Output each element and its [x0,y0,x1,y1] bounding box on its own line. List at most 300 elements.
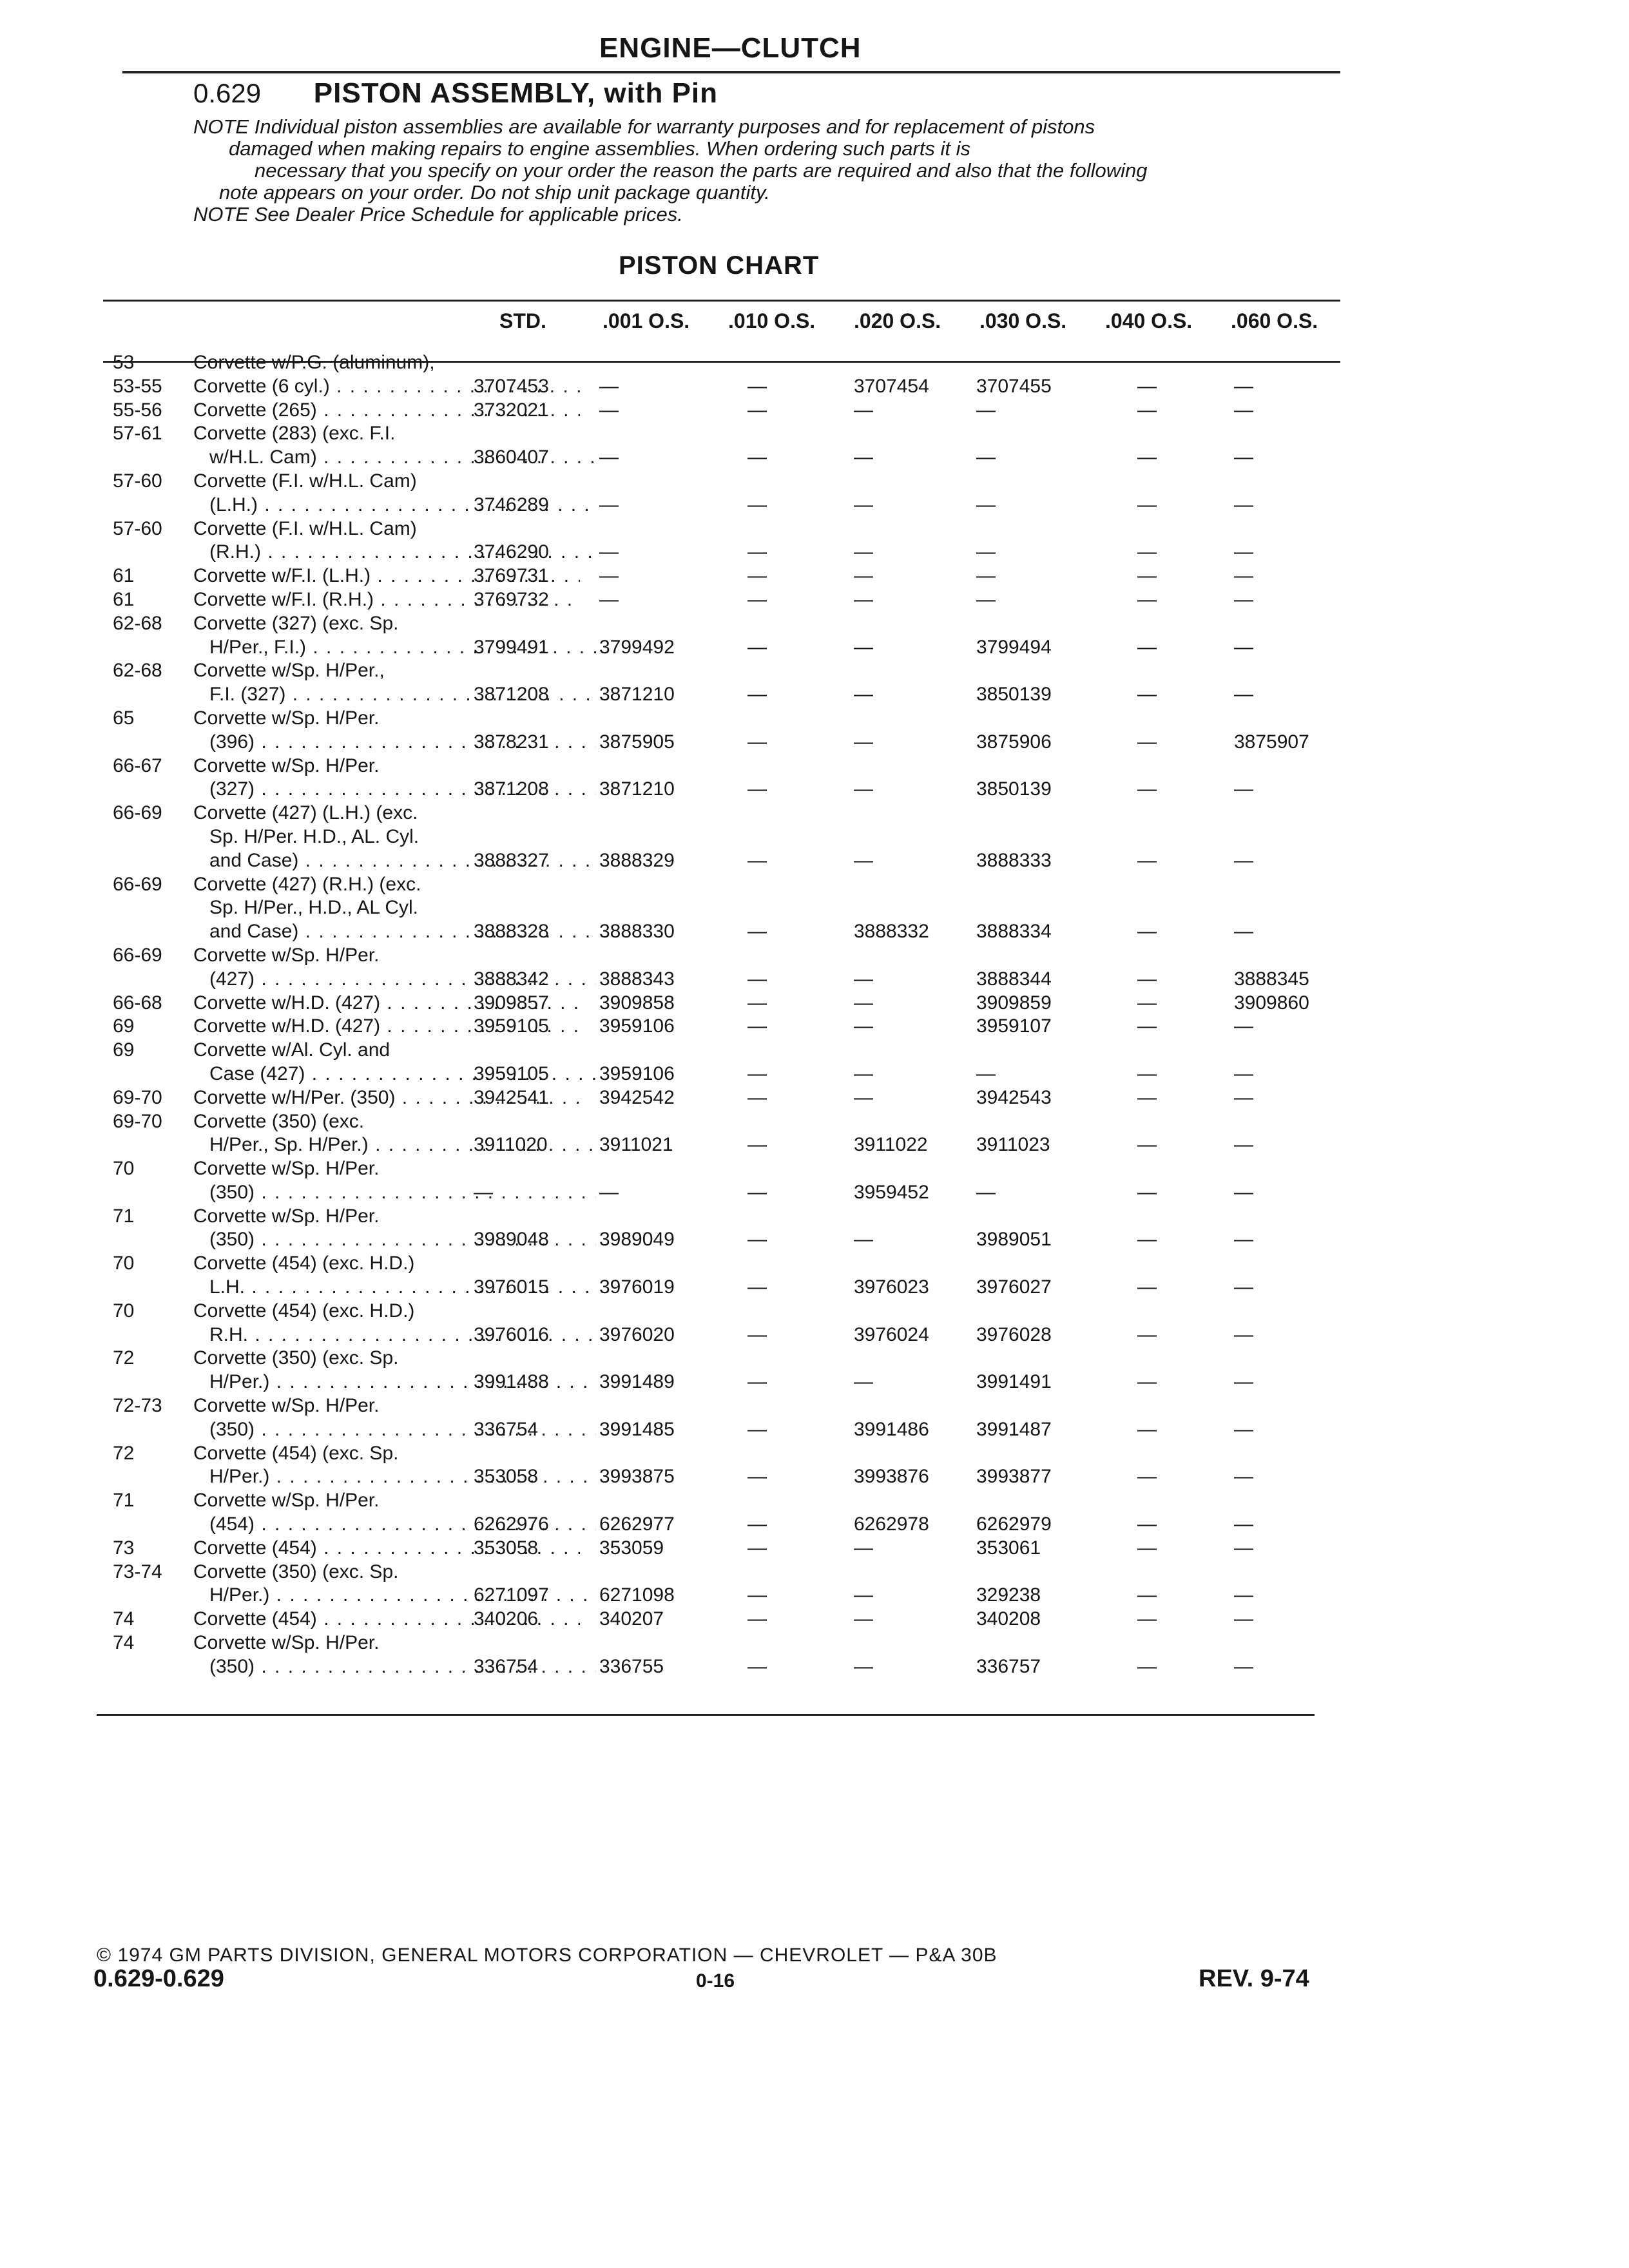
part-number-std: 353058 [474,1466,539,1488]
part-number-c010: — [747,541,767,563]
part-number-std: 3888327 [474,849,549,871]
part-number-c001: 353059 [599,1537,664,1559]
model-year: 66-69 [113,802,162,824]
part-number-c060: — [1234,684,1253,706]
part-number-c001: 3942542 [599,1086,675,1108]
part-number-c030: 3942543 [976,1086,1052,1108]
table-row [113,541,1356,564]
model-description: Corvette w/Al. Cyl. and [193,1039,390,1061]
table-row [113,1489,1356,1513]
part-number-c040: — [1137,1134,1157,1156]
model-year: 70 [113,1253,135,1274]
part-number-c001: — [599,565,619,587]
model-year: 53 [113,352,135,373]
part-number-c001: 6262977 [599,1514,675,1535]
column-header-010: .010 O.S. [728,309,816,332]
model-year: 66-69 [113,873,162,895]
model-description: Sp. H/Per. H.D., AL. Cyl. [209,825,419,847]
part-number-c040: — [1137,968,1157,990]
model-description: Case (427) . . . [209,1062,596,1086]
part-number-c010: — [747,1181,767,1203]
part-number-c010: — [747,849,767,871]
model-description: Corvette (350) (exc. Sp. [193,1347,399,1369]
part-number-c001: — [599,447,619,468]
part-number-c010: — [747,1062,767,1084]
model-description: and Case) . . . [209,849,596,873]
part-number-c030: 3993877 [976,1466,1052,1488]
part-number-std: 3991488 [474,1371,549,1393]
model-description: w/H.L. Cam) . . . [209,446,596,470]
part-number-c020: 6262978 [854,1514,929,1535]
model-description: Corvette (6 cyl.) . . . [193,375,580,399]
model-description: Corvette w/Sp. H/Per. [193,1205,380,1227]
part-number-std: 3959105 [474,1015,549,1037]
model-year: 57-60 [113,517,162,539]
part-number-c060: — [1234,1655,1253,1677]
item-number: 0.629 [193,78,262,108]
part-number-c001: — [599,399,619,421]
table-row [113,825,1356,849]
part-number-c001: 3911021 [599,1134,673,1156]
part-number-c001: 3871210 [599,684,675,706]
part-number-c040: — [1137,447,1157,468]
table-row [113,1110,1356,1134]
table-row [113,375,1356,399]
model-year: 69-70 [113,1110,162,1132]
part-number-std: 336754 [474,1655,539,1677]
part-number-c030: — [976,588,996,610]
part-number-c010: — [747,921,767,943]
part-number-c060: — [1234,1323,1253,1345]
table-row [113,1276,1356,1300]
part-number-c020: — [854,1608,873,1630]
part-number-c030: 3976028 [976,1323,1052,1345]
part-number-std: 340206 [474,1608,539,1630]
item-title: PISTON ASSEMBLY, with Pin [313,77,718,109]
part-number-c060: — [1234,1062,1253,1084]
part-number-c040: — [1137,541,1157,563]
model-year: 72 [113,1347,135,1369]
part-number-c010: — [747,494,767,515]
model-description: Corvette (454) . . . [193,1608,580,1631]
part-number-c001: 6271098 [599,1584,675,1606]
column-header-060: .060 O.S. [1231,309,1318,332]
part-number-c060: — [1234,1418,1253,1440]
part-number-c010: — [747,1514,767,1535]
model-year: 74 [113,1632,135,1654]
part-number-std: 3769732 [474,588,549,610]
part-number-c020: — [854,1015,873,1037]
part-number-std: 3860407 [474,447,549,468]
model-year: 73 [113,1537,135,1559]
model-year: 72-73 [113,1395,162,1417]
part-number-c040: — [1137,992,1157,1014]
part-number-std: 3746289 [474,494,549,515]
model-description: Corvette w/Sp. H/Per. [193,1158,380,1180]
table-row [113,612,1356,636]
model-year: 69 [113,1015,135,1037]
model-description: Corvette (350) (exc. [193,1110,365,1132]
model-description: Corvette (F.I. w/H.L. Cam) [193,470,417,492]
part-number-std: 353058 [474,1537,539,1559]
part-number-c010: — [747,1466,767,1488]
table-row [113,1655,1356,1679]
item-heading [193,77,718,110]
part-number-std: 3911020 [474,1134,548,1156]
part-number-c060: — [1234,1537,1253,1559]
table-row [113,1015,1356,1039]
part-number-c030: 336757 [976,1655,1041,1677]
table-row [113,1537,1356,1561]
part-number-c001: 336755 [599,1655,664,1677]
part-number-c001: 3976020 [599,1323,675,1345]
model-description: Corvette (283) (exc. F.I. [193,423,396,445]
part-number-c020: 3888332 [854,921,929,943]
table-row [113,659,1356,683]
part-number-c001: — [599,541,619,563]
note-line: damaged when making repairs to engine assemblies. When ordering such parts it is [229,137,971,160]
model-description: Corvette (454) (exc. H.D.) [193,1300,415,1321]
part-number-c010: — [747,1015,767,1037]
part-number-c010: — [747,1584,767,1606]
model-description: (350) . . . [209,1418,596,1442]
table-row [113,1300,1356,1323]
header-rule [122,71,1340,73]
table-row [113,1513,1356,1537]
model-year: 55-56 [113,399,162,421]
part-number-c010: — [747,684,767,706]
model-year: 72 [113,1442,135,1464]
model-description: H/Per.) . . . [209,1465,596,1489]
model-year: 69 [113,1039,135,1061]
part-number-c010: — [747,1608,767,1630]
part-number-c040: — [1137,921,1157,943]
part-number-std: 3976016 [474,1323,549,1345]
table-row [113,1561,1356,1584]
table-row [113,1086,1356,1110]
part-number-c020: — [854,1655,873,1677]
part-number-c030: 340208 [976,1608,1041,1630]
model-year: 62-68 [113,612,162,634]
table-row [113,683,1356,707]
model-description: Corvette w/F.I. (L.H.) . . . [193,564,580,588]
table-row [113,1347,1356,1370]
model-description: L.H. . . . [209,1276,596,1300]
part-number-c001: 3888329 [599,849,675,871]
part-number-c001: 3799492 [599,636,675,658]
part-number-c020: 3991486 [854,1418,929,1440]
part-number-c040: — [1137,1514,1157,1535]
part-number-c010: — [747,1086,767,1108]
table-row [113,1442,1356,1466]
part-number-c060: — [1234,399,1253,421]
part-number-c040: — [1137,684,1157,706]
table-row [113,1252,1356,1276]
part-number-c030: 3888344 [976,968,1052,990]
table-row [113,873,1356,897]
model-description: H/Per.) . . . [209,1370,596,1394]
table-row [113,731,1356,754]
table-row [113,494,1356,517]
part-number-c030: 3799494 [976,636,1052,658]
table-row [113,802,1356,825]
model-description: (L.H.) . . . [209,494,596,517]
table-row [113,1157,1356,1181]
part-number-c030: — [976,399,996,421]
part-number-c040: — [1137,731,1157,753]
part-number-c010: — [747,1655,767,1677]
part-number-c020: 3976023 [854,1276,929,1298]
part-number-std: 3769731 [474,565,549,587]
part-number-c001: 3991485 [599,1418,675,1440]
model-description: (350) . . . [209,1655,596,1679]
table-row [113,992,1356,1015]
model-description: H/Per.) . . . [209,1584,596,1608]
part-number-c001: 3959106 [599,1015,675,1037]
table-row [113,1584,1356,1608]
part-number-c060: — [1234,1584,1253,1606]
part-number-c040: — [1137,1181,1157,1203]
model-description: H/Per., Sp. H/Per.) . . . [209,1133,596,1157]
model-description: Corvette (427) (L.H.) (exc. [193,802,418,824]
part-number-std: 3909857 [474,992,549,1014]
model-year: 65 [113,707,135,729]
chart-title: PISTON CHART [619,251,820,280]
part-number-std: 3976015 [474,1276,549,1298]
part-number-c001: — [599,494,619,515]
model-description: Corvette w/Sp. H/Per. [193,944,380,966]
part-number-c060: — [1234,588,1253,610]
part-number-c030: — [976,541,996,563]
part-number-c040: — [1137,636,1157,658]
part-number-c001: — [599,375,619,397]
part-number-c060: — [1234,778,1253,800]
part-number-c060: — [1234,1181,1253,1203]
model-description: Corvette w/Sp. H/Per. [193,1490,380,1512]
part-number-c030: 3850139 [976,684,1052,706]
part-number-c020: — [854,1584,873,1606]
part-number-c030: 329238 [976,1584,1041,1606]
model-description: Corvette (327) (exc. Sp. [193,612,399,634]
part-number-c030: 3875906 [976,731,1052,753]
part-number-c040: — [1137,1323,1157,1345]
table-row [113,1205,1356,1229]
part-number-c030: — [976,1062,996,1084]
part-number-c001: 3991489 [599,1371,675,1393]
model-year: 74 [113,1608,135,1630]
section-title: ENGINE—CLUTCH [599,32,862,64]
part-number-std: — [474,1181,493,1203]
part-number-c030: 3991487 [976,1418,1052,1440]
notes-block [193,116,1340,226]
part-number-c010: — [747,588,767,610]
part-number-c060: 3875907 [1234,731,1309,753]
part-number-c060: — [1234,1086,1253,1108]
part-number-std: 3871208 [474,684,549,706]
model-year: 71 [113,1205,135,1227]
table-top-rule [103,300,1340,302]
part-number-std: 3746290 [474,541,549,563]
part-number-c060: — [1234,541,1253,563]
part-number-c020: — [854,588,873,610]
part-number-c060: — [1234,1134,1253,1156]
part-number-c030: 3991491 [976,1371,1052,1393]
part-number-c020: 3993876 [854,1466,929,1488]
part-number-c020: — [854,1086,873,1108]
part-number-c040: — [1137,399,1157,421]
part-number-c030: 3989051 [976,1229,1052,1251]
part-number-std: 3888328 [474,921,549,943]
part-number-c010: — [747,636,767,658]
model-description: Corvette w/H.D. (427) . . . [193,992,580,1015]
part-number-c060: — [1234,1015,1253,1037]
part-number-c020: — [854,731,873,753]
part-number-c060: 3888345 [1234,968,1309,990]
piston-chart-table [113,351,1356,1679]
part-number-c060: — [1234,921,1253,943]
part-number-c040: — [1137,1584,1157,1606]
part-number-c010: — [747,375,767,397]
model-description: (427) . . . [209,968,596,992]
table-row [113,707,1356,731]
part-number-std: 3888342 [474,968,549,990]
part-number-c010: — [747,731,767,753]
part-number-std: 3989048 [474,1229,549,1251]
part-number-std: 3799491 [474,636,549,658]
part-number-std: 3942541 [474,1086,549,1108]
table-row [113,1323,1356,1347]
table-row [113,446,1356,470]
model-description: Corvette w/Sp. H/Per., [193,660,385,682]
part-number-c030: 3911023 [976,1134,1050,1156]
part-number-c040: — [1137,1371,1157,1393]
model-description: Sp. H/Per., H.D., AL Cyl. [209,897,418,919]
part-number-c060: — [1234,1514,1253,1535]
model-description: Corvette w/Sp. H/Per. [193,754,380,776]
part-number-c030: 353061 [976,1537,1041,1559]
part-number-c020: — [854,849,873,871]
part-number-c030: 3976027 [976,1276,1052,1298]
part-number-c020: 3976024 [854,1323,929,1345]
table-row [113,1133,1356,1157]
part-number-c040: — [1137,1015,1157,1037]
model-year: 70 [113,1300,135,1321]
part-number-c040: — [1137,1418,1157,1440]
table-row [113,968,1356,992]
model-description: Corvette (454) (exc. H.D.) [193,1253,415,1274]
part-number-c001: 3993875 [599,1466,675,1488]
model-description: Corvette w/F.I. (R.H.) . . . [193,588,580,612]
part-number-c010: — [747,1276,767,1298]
model-description: (454) . . . [209,1513,596,1537]
model-description: F.I. (327) . . . [209,683,596,707]
part-number-c040: — [1137,1537,1157,1559]
part-number-c020: — [854,1371,873,1393]
part-number-c001: 3959106 [599,1062,675,1084]
part-number-c020: — [854,1229,873,1251]
part-number-c030: 3707455 [976,375,1052,397]
part-number-c040: — [1137,565,1157,587]
model-description: Corvette w/Sp. H/Per. [193,1632,380,1654]
part-number-c010: — [747,447,767,468]
part-number-c030: 3888333 [976,849,1052,871]
part-number-c040: — [1137,849,1157,871]
part-number-c001: 3888330 [599,921,675,943]
model-year: 73-74 [113,1561,162,1582]
part-number-c001: 3888343 [599,968,675,990]
model-year: 70 [113,1158,135,1180]
model-description: (327) . . . [209,778,596,802]
table-row [113,1039,1356,1062]
part-number-c030: — [976,447,996,468]
part-number-c020: — [854,541,873,563]
table-row [113,564,1356,588]
table-row [113,351,1356,375]
table-row [113,1631,1356,1655]
model-description: R.H. . . . [209,1323,596,1347]
model-description: Corvette w/H.D. (427) . . . [193,1015,580,1039]
part-number-c020: — [854,778,873,800]
model-description: Corvette w/H/Per. (350) . . . [193,1086,580,1110]
model-description: Corvette (454) . . . [193,1537,580,1561]
model-description: (396) . . . [209,731,596,754]
table-row [113,1228,1356,1252]
table-row [113,1181,1356,1205]
model-year: 71 [113,1490,135,1512]
column-header-030: .030 O.S. [979,309,1067,332]
part-number-c060: 3909860 [1234,992,1309,1014]
model-description: Corvette w/Sp. H/Per. [193,1395,380,1417]
table-row [113,1370,1356,1394]
column-header-040: .040 O.S. [1105,309,1193,332]
part-number-c060: — [1234,636,1253,658]
note-line: necessary that you specify on your order the reason the parts are required and also that the following [255,159,1148,182]
part-number-c030: 6262979 [976,1514,1052,1535]
part-number-c020: — [854,494,873,515]
model-description: (R.H.) . . . [209,541,596,564]
table-row [113,422,1356,446]
part-number-c060: — [1234,494,1253,515]
part-number-c060: — [1234,447,1253,468]
model-description: (350) . . . [209,1181,596,1205]
part-number-c010: — [747,968,767,990]
table-bottom-rule [97,1714,1315,1716]
model-year: 57-60 [113,470,162,492]
table-row [113,470,1356,494]
part-number-c010: — [747,565,767,587]
part-number-c001: 3909858 [599,992,675,1014]
part-number-c020: — [854,1062,873,1084]
model-description: and Case) . . . [209,920,596,944]
model-year: 61 [113,588,135,610]
part-number-std: 6271097 [474,1584,549,1606]
model-description: Corvette (454) (exc. Sp. [193,1442,399,1464]
part-number-c010: — [747,1323,767,1345]
part-number-c060: — [1234,565,1253,587]
page-number: 0-16 [696,1970,735,1992]
model-year: 57-61 [113,423,162,445]
table-row [113,754,1356,778]
table-row [113,778,1356,802]
part-number-c040: — [1137,1608,1157,1630]
part-number-c060: — [1234,1229,1253,1251]
table-row [113,399,1356,423]
part-number-std: 3707453 [474,375,549,397]
part-number-c040: — [1137,1655,1157,1677]
model-year: 62-68 [113,660,162,682]
part-number-c001: 340207 [599,1608,664,1630]
table-row [113,944,1356,968]
